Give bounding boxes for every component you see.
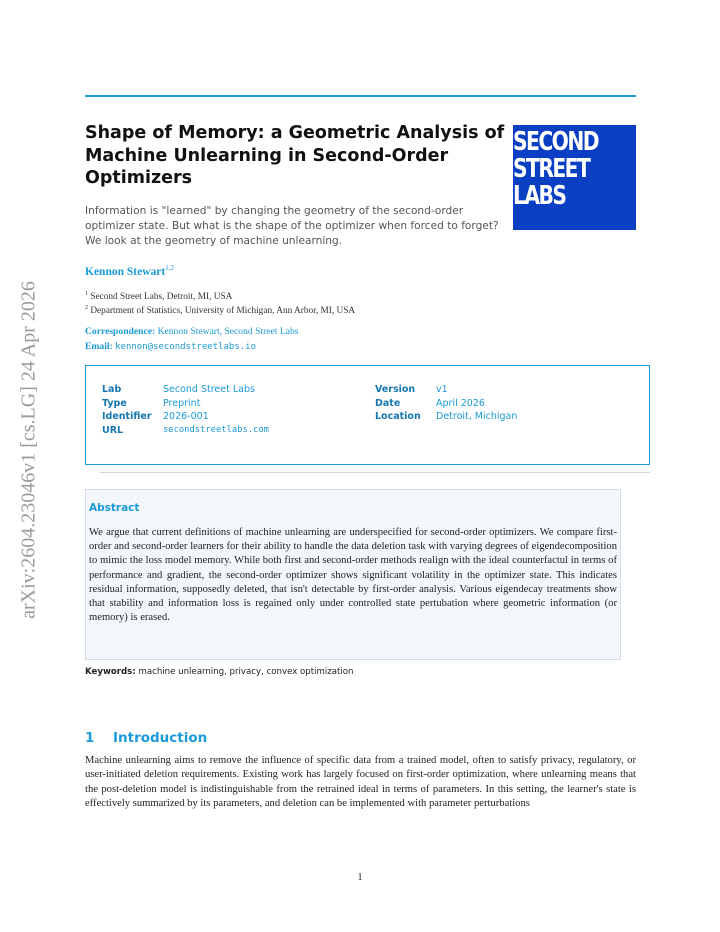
paper-subtitle: Information is "learned" by changing the geometry of the second-order optimizer state. But what is the shape of the optimizer when forced to forget? We look at the geometry of machine unlearning. <box>85 205 499 247</box>
meta-key-date: Date <box>375 397 401 409</box>
meta-value-location: Detroit, Michigan <box>436 411 518 422</box>
correspondence-label: Correspondence: <box>85 326 156 337</box>
affiliation-2: $^2$ Department of Statistics, University of Michigan, Ann Arbor, MI, USA <box>85 305 356 317</box>
introduction-paragraph: Machine unlearning aims to remove the influence of specific data from a trained model, often to satisfy privacy, regulatory, or user-initiated deletion requirements. Existing work has largely focused on first-order optimization, where unlearning means that the post-deletion model is indistinguishable from the retrained ideal in terms of parameters. In this setting, the learner's state is effectively summarized by its parameters, and deletion can be implemented with parameter perturbations <box>85 755 636 809</box>
email <box>85 341 256 352</box>
paper-title: Shape of Memory: a Geometric Analysis of Machine Unlearning in Second-Order Optimizers <box>85 123 505 188</box>
meta-value-identifier: 2026-001 <box>163 411 209 422</box>
page-number: 1 <box>357 872 363 883</box>
keywords <box>85 667 353 677</box>
keywords-label: Keywords: <box>85 667 136 677</box>
meta-value-version: v1 <box>436 384 448 395</box>
separator-rule <box>100 472 650 473</box>
top-accent-rule <box>85 95 636 97</box>
keywords-value: machine unlearning, privacy, convex optimization <box>138 667 354 677</box>
second-street-labs-logo <box>513 125 636 230</box>
meta-value-date: April 2026 <box>436 397 485 409</box>
meta-value-type: Preprint <box>163 397 201 409</box>
author-affil-marks: 1,2 <box>165 264 174 272</box>
correspondence <box>85 326 299 337</box>
arxiv-stamp-text: arXiv:2604.23046v1 [cs.LG] 24 Apr 2026 <box>17 281 40 619</box>
meta-value-lab: Second Street Labs <box>163 384 255 395</box>
author-name[interactable]: Kennon Stewart <box>85 265 166 278</box>
section-heading-introduction <box>85 730 207 746</box>
meta-key-url: URL <box>102 424 124 436</box>
meta-key-location: Location <box>375 411 421 422</box>
affiliation-1: $^1$ Second Street Labs, Detroit, MI, USA <box>85 291 233 303</box>
email-link[interactable]: kennon@secondstreetlabs.io <box>115 342 257 352</box>
section-title: Introduction <box>113 730 208 746</box>
author[interactable] <box>85 264 174 278</box>
metadata-box <box>85 365 650 465</box>
abstract-box <box>85 489 621 660</box>
meta-key-type: Type <box>102 397 127 409</box>
meta-key-lab: Lab <box>102 384 122 395</box>
abstract-text: We argue that current definitions of machine unlearning are underspecified for second-order optimizers. We compare first-order and second-order learners for their ability to handle the data deletion task with varying degrees of eigendecomposition to mimic the loss model memory. While both first and second-order methods realign with the ideal counterfactul in terms of performance and gradient, the second-order optimizer shows significant volatility in the optimizer state. This indicates residual information, supposedly deleted, that isn't detectable by first-order analysis. Various eigendecay treatments show that stability and information loss is regained only under controlled state pertubation where geometric information (or memory) is erased. <box>89 527 617 624</box>
abstract-heading: Abstract <box>89 502 140 514</box>
logo-line-2: STREET <box>513 154 590 184</box>
meta-key-identifier: Identifier <box>102 411 152 422</box>
meta-key-version: Version <box>375 384 416 395</box>
arxiv-stamp <box>5 260 53 640</box>
meta-value-url[interactable]: secondstreetlabs.com <box>163 425 269 435</box>
correspondence-value: Kennon Stewart, Second Street Labs <box>157 326 299 337</box>
logo-line-3: LABS <box>513 181 566 211</box>
email-label: Email: <box>85 341 113 352</box>
section-number: 1 <box>85 730 95 746</box>
logo-line-1: SECOND <box>513 127 599 157</box>
